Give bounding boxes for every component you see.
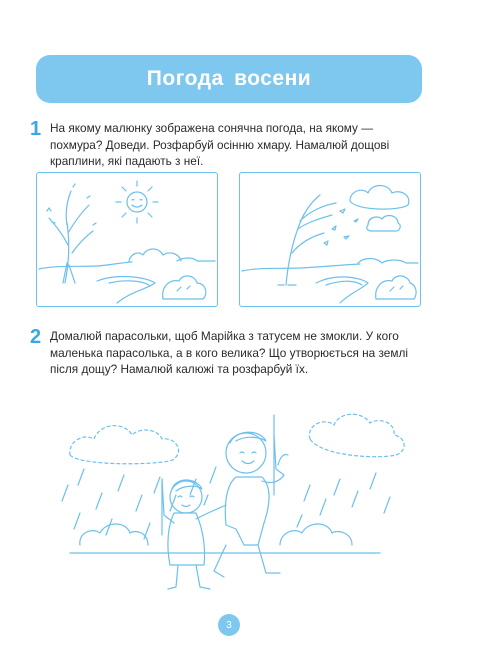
rain-scene-illustration xyxy=(40,395,440,605)
sunny-weather-picture xyxy=(36,172,218,307)
task-text: Домалюй парасольки, щоб Марійка з татусем не змокли. У кого маленька парасолька, а в кого велика? Що утворюється на землі після дощу? Намалюй калюжі та розфарбуй їх. xyxy=(50,329,408,376)
cloudy-weather-picture xyxy=(239,172,421,307)
title-banner xyxy=(36,55,422,103)
cloudy-scene-illustration xyxy=(240,173,419,305)
task-text: На якому малюнку зображена сонячна погода, на якому — похмура? Доведи. Розфарбуй осінню хмару. Намалюй дощові краплини, які падають з неї. xyxy=(50,121,390,168)
page-number: 3 xyxy=(218,614,240,636)
sunny-scene-illustration xyxy=(37,173,216,305)
task-number: 2 xyxy=(30,326,42,348)
task-number: 1 xyxy=(30,118,42,140)
page-title: Погода восени xyxy=(146,67,312,90)
